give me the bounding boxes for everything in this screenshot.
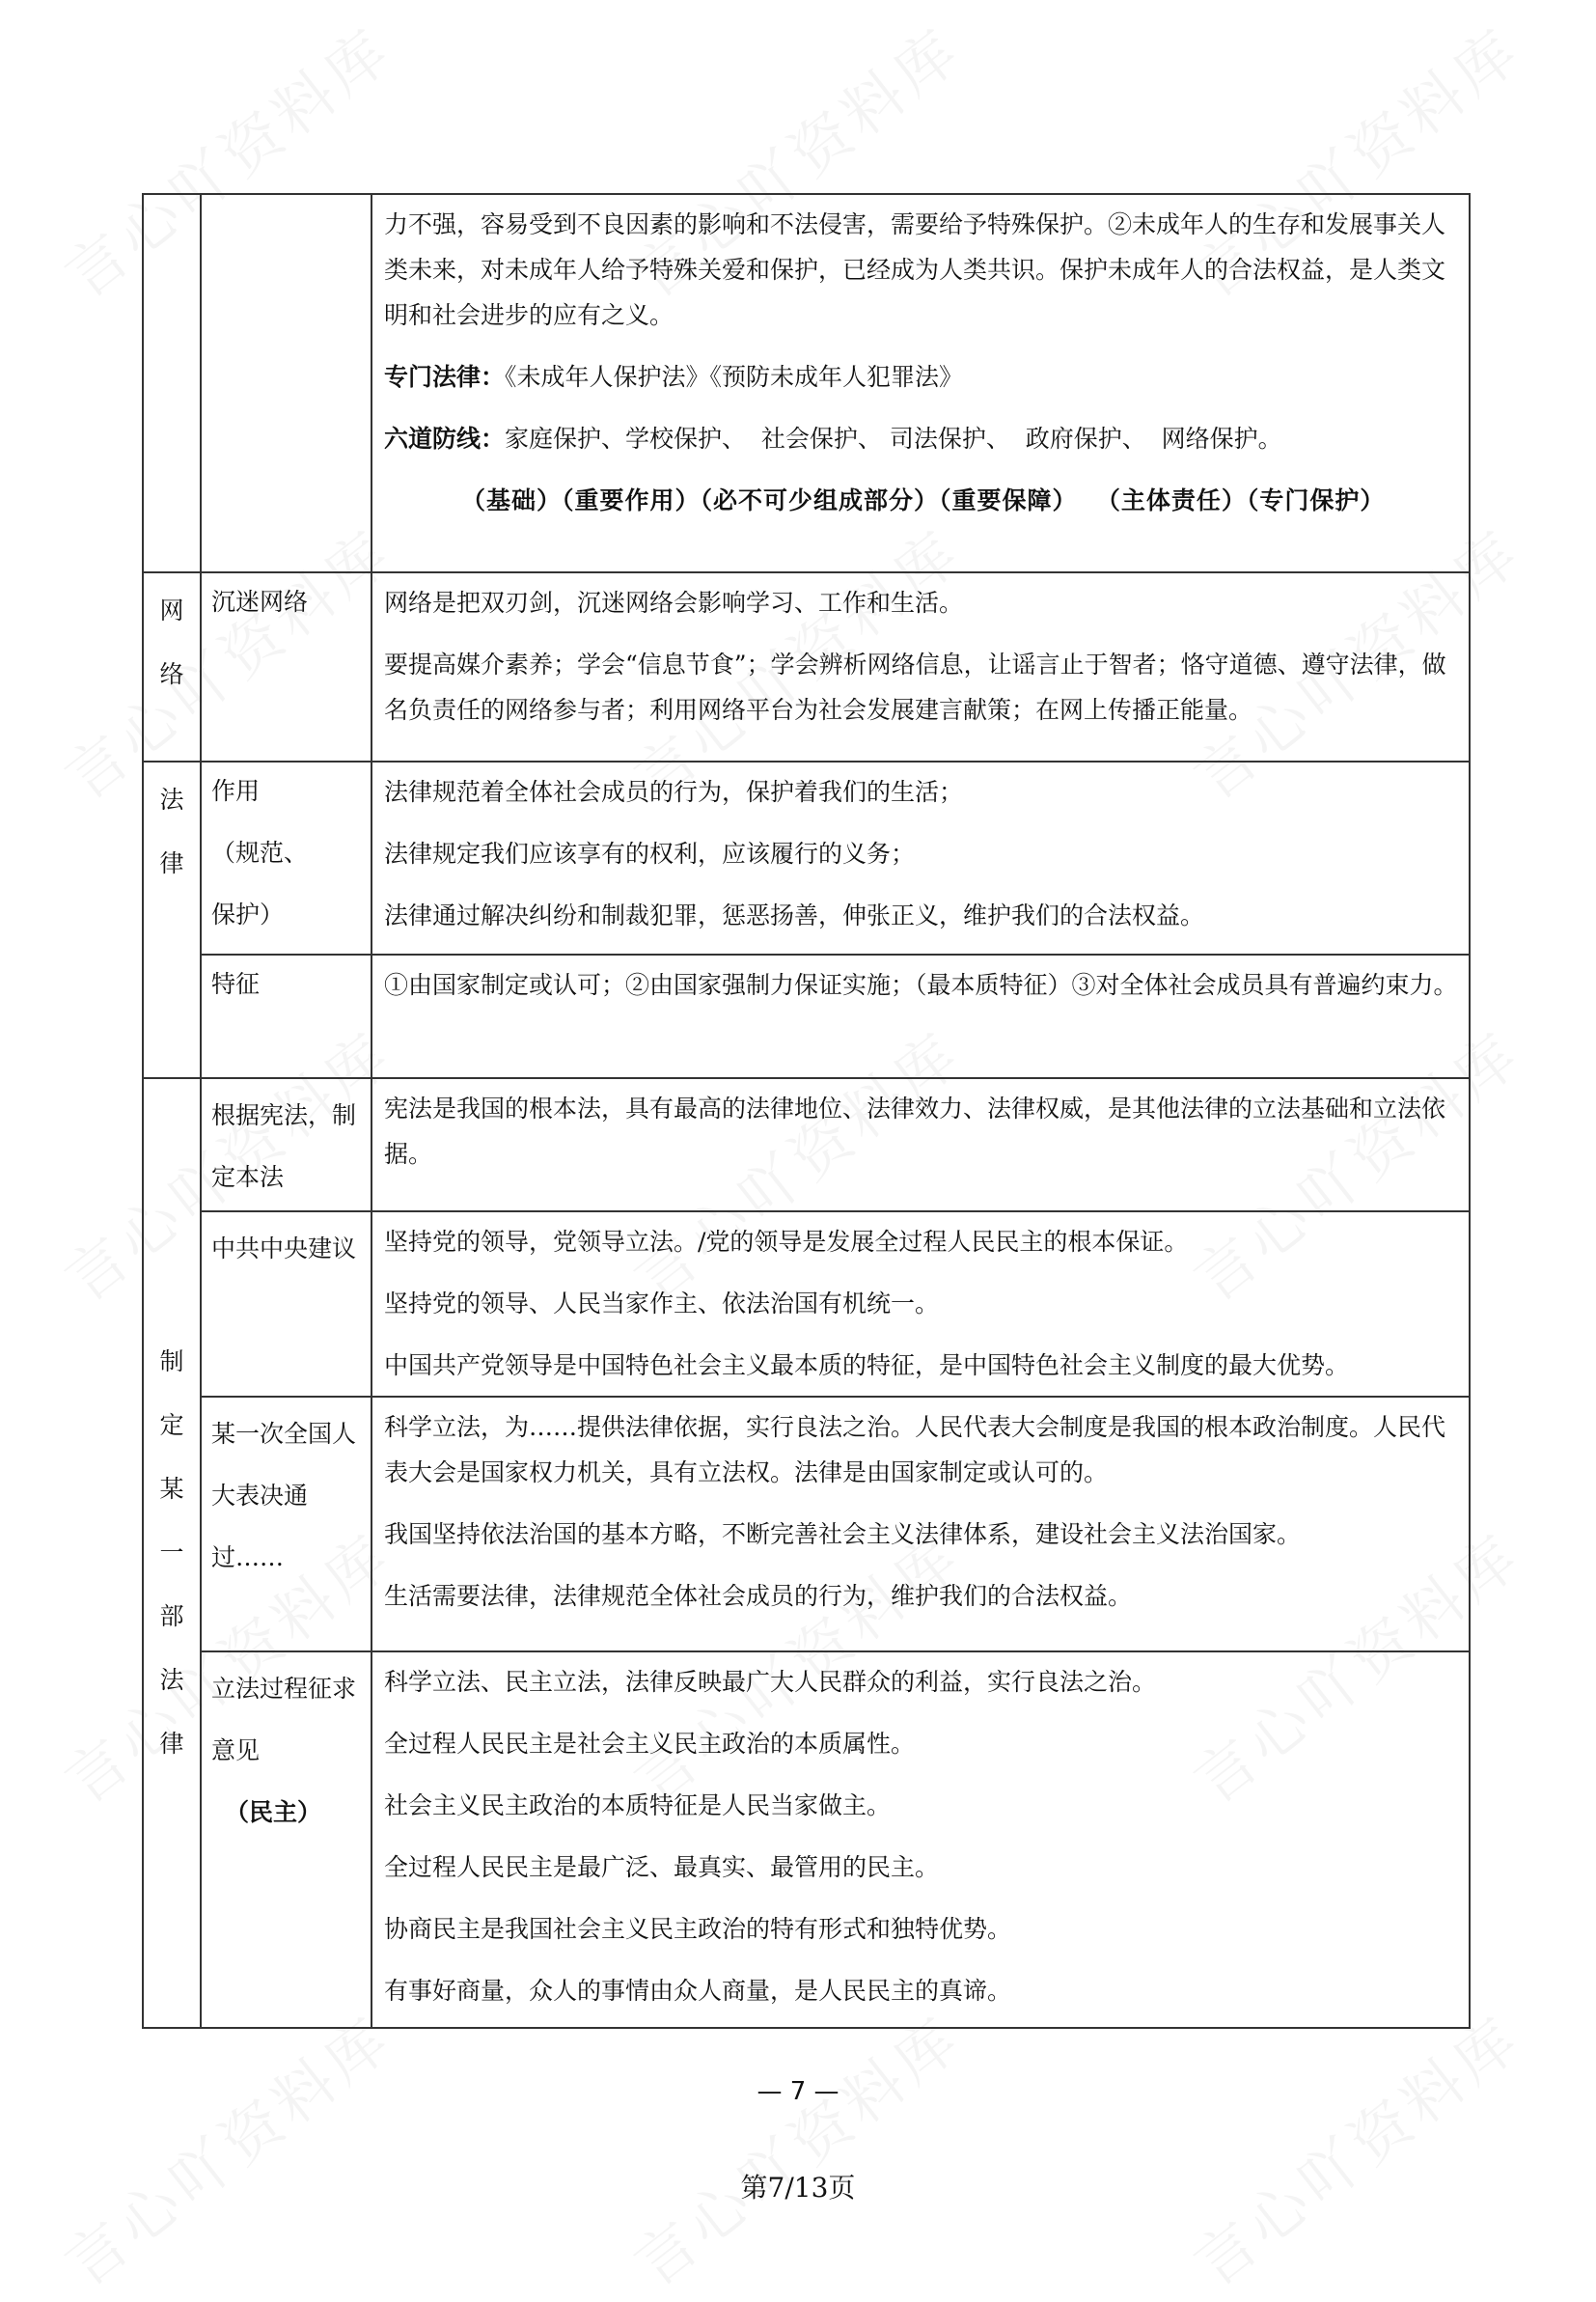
content-cell [371, 762, 1470, 955]
content-line: 社会主义民主政治的本质特征是人民当家做主。 [384, 1791, 892, 1819]
content-line: 全过程人民民主是社会主义民主政治的本质属性。 [384, 1730, 916, 1758]
content-line: 科学立法、民主立法，法律反映最广大人民群众的利益，实行良法之治。 [384, 1668, 1157, 1696]
content-line: 生活需要法律，法律规范全体社会成员的行为，维护我们的合法权益。 [384, 1582, 1133, 1610]
category-char: 律 [159, 1730, 184, 1758]
sub-bold-text: （民主） [225, 1798, 322, 1826]
watermark [44, 1992, 407, 2302]
category-char: 网 [159, 596, 184, 624]
subcategory-network-addiction: 沉迷网络 [201, 572, 371, 762]
content-line: 有事好商量，众人的事情由众人商量，是人民民主的真谛。 [384, 1977, 1012, 2005]
sub-line: 保护） [211, 901, 285, 929]
six-lines-label: 六道防线： [384, 425, 506, 453]
category-char: 法 [159, 786, 184, 814]
category-char: 律 [159, 849, 184, 877]
subcategory-constitution: 根据宪法，制定本法 [201, 1078, 371, 1211]
subcategory-law-features: 特征 [201, 955, 371, 1078]
sub-line: 作用 [211, 777, 261, 805]
sub-line: （规范、 [211, 839, 309, 867]
content-line: 网络是把双刃剑，沉迷网络会影响学习、工作和生活。 [384, 589, 964, 617]
category-char: 法 [159, 1666, 184, 1694]
content-cell [371, 1078, 1470, 1211]
content-line: 中国共产党领导是中国特色社会主义最本质的特征，是中国特色社会主义制度的最大优势。 [384, 1351, 1350, 1379]
sub-text: 立法过程征求意见 [211, 1675, 357, 1764]
content-cell [371, 1211, 1470, 1397]
six-lines-notes: （基础）（重要作用）（必不可少组成部分）（重要保障） （主体责任）（专门保护） [461, 486, 1386, 514]
subcategory-law-function [201, 762, 371, 955]
content-cell [371, 194, 1470, 572]
content-line: 法律规范着全体社会成员的行为，保护着我们的生活； [384, 778, 964, 806]
content-cell [371, 1651, 1470, 2028]
content-line: 要提高媒介素养；学会“信息节食”；学会辨析网络信息，让谣言止于智者；恪守道德、遵守法律，做名负责任的网络参与者；利用网络平台为社会发展建言献策；在网上传播正能量。 [384, 651, 1446, 724]
subcategory-cell-empty [201, 194, 371, 572]
category-cell-empty [143, 194, 201, 572]
category-make-law [143, 1078, 201, 2028]
category-law [143, 762, 201, 1078]
watermark [614, 1992, 977, 2302]
content-line: 宪法是我国的根本法，具有最高的法律地位、法律效力、法律权威，是其他法律的立法基础和立法依据。 [384, 1095, 1446, 1168]
content-line: 法律规定我们应该享有的权利，应该履行的义务； [384, 840, 916, 868]
content-cell [371, 572, 1470, 762]
watermark [1173, 1992, 1536, 2302]
content-line: 全过程人民民主是最广泛、最真实、最管用的民主。 [384, 1853, 940, 1881]
special-law-line [384, 354, 1459, 400]
content-cell [371, 1397, 1470, 1651]
category-network [143, 572, 201, 762]
six-lines-line [384, 416, 1459, 461]
notes-table [142, 193, 1471, 2029]
category-char: 络 [159, 660, 184, 688]
table-row-law-features [143, 955, 1470, 1078]
content-line: 法律通过解决纠纷和制裁犯罪，惩恶扬善，伸张正义，维护我们的合法权益。 [384, 901, 1205, 929]
special-law-label: 专门法律： [384, 363, 506, 391]
content-line: 协商民主是我国社会主义民主政治的特有形式和独特优势。 [384, 1915, 1012, 1943]
special-law-text: 《未成年人保护法》《预防未成年人犯罪法》 [505, 363, 964, 391]
content-line: 力不强，容易受到不良因素的影响和不法侵害，需要给予特殊保护。②未成年人的生存和发展事关人类未来，对未成年人给予特殊关爱和保护，已经成为人类共识。保护未成年人的合法权益，是人类文明和社会进步的应有之义。 [384, 210, 1446, 329]
content-line: ①由国家制定或认可；②由国家强制力保证实施；（最本质特征）③对全体社会成员具有普遍约束力。 [384, 971, 1458, 999]
table-row-npc-vote [143, 1397, 1470, 1651]
content-line: 坚持党的领导、人民当家作主、依法治国有机统一。 [384, 1290, 940, 1317]
category-char: 一 [159, 1539, 184, 1567]
content-line: 坚持党的领导，党领导立法。/党的领导是发展全过程人民民主的根本保证。 [384, 1228, 1189, 1256]
table-row-minor-protection [143, 194, 1470, 572]
table-row-party-suggestion [143, 1211, 1470, 1397]
table-row-network [143, 572, 1470, 762]
category-char: 定 [159, 1411, 184, 1439]
subcategory-npc-vote: 某一次全国人大表决通过…… [201, 1397, 371, 1651]
content-cell [371, 955, 1470, 1078]
category-char: 某 [159, 1475, 184, 1503]
subcategory-party-suggestion: 中共中央建议 [201, 1211, 371, 1397]
table-row-public-opinion [143, 1651, 1470, 2028]
content-line: 我国坚持依法治国的基本方略，不断完善社会主义法律体系，建设社会主义法治国家。 [384, 1520, 1302, 1548]
category-char: 制 [159, 1347, 184, 1375]
page-count: 第7/13页 [740, 2172, 856, 2204]
category-char: 部 [159, 1602, 184, 1630]
six-lines-text: 家庭保护、学校保护、 社会保护、 司法保护、 政府保护、 网络保护。 [505, 425, 1282, 453]
table-row-law-function [143, 762, 1470, 955]
content-line: 科学立法，为……提供法律依据，实行良法之治。人民代表大会制度是我国的根本政治制度。人民代表大会是国家权力机关，具有立法权。法律是由国家制定或认可的。 [384, 1413, 1446, 1486]
table-row-constitution [143, 1078, 1470, 1211]
page-marker: — 7 — [757, 2077, 839, 2106]
subcategory-public-opinion [201, 1651, 371, 2028]
